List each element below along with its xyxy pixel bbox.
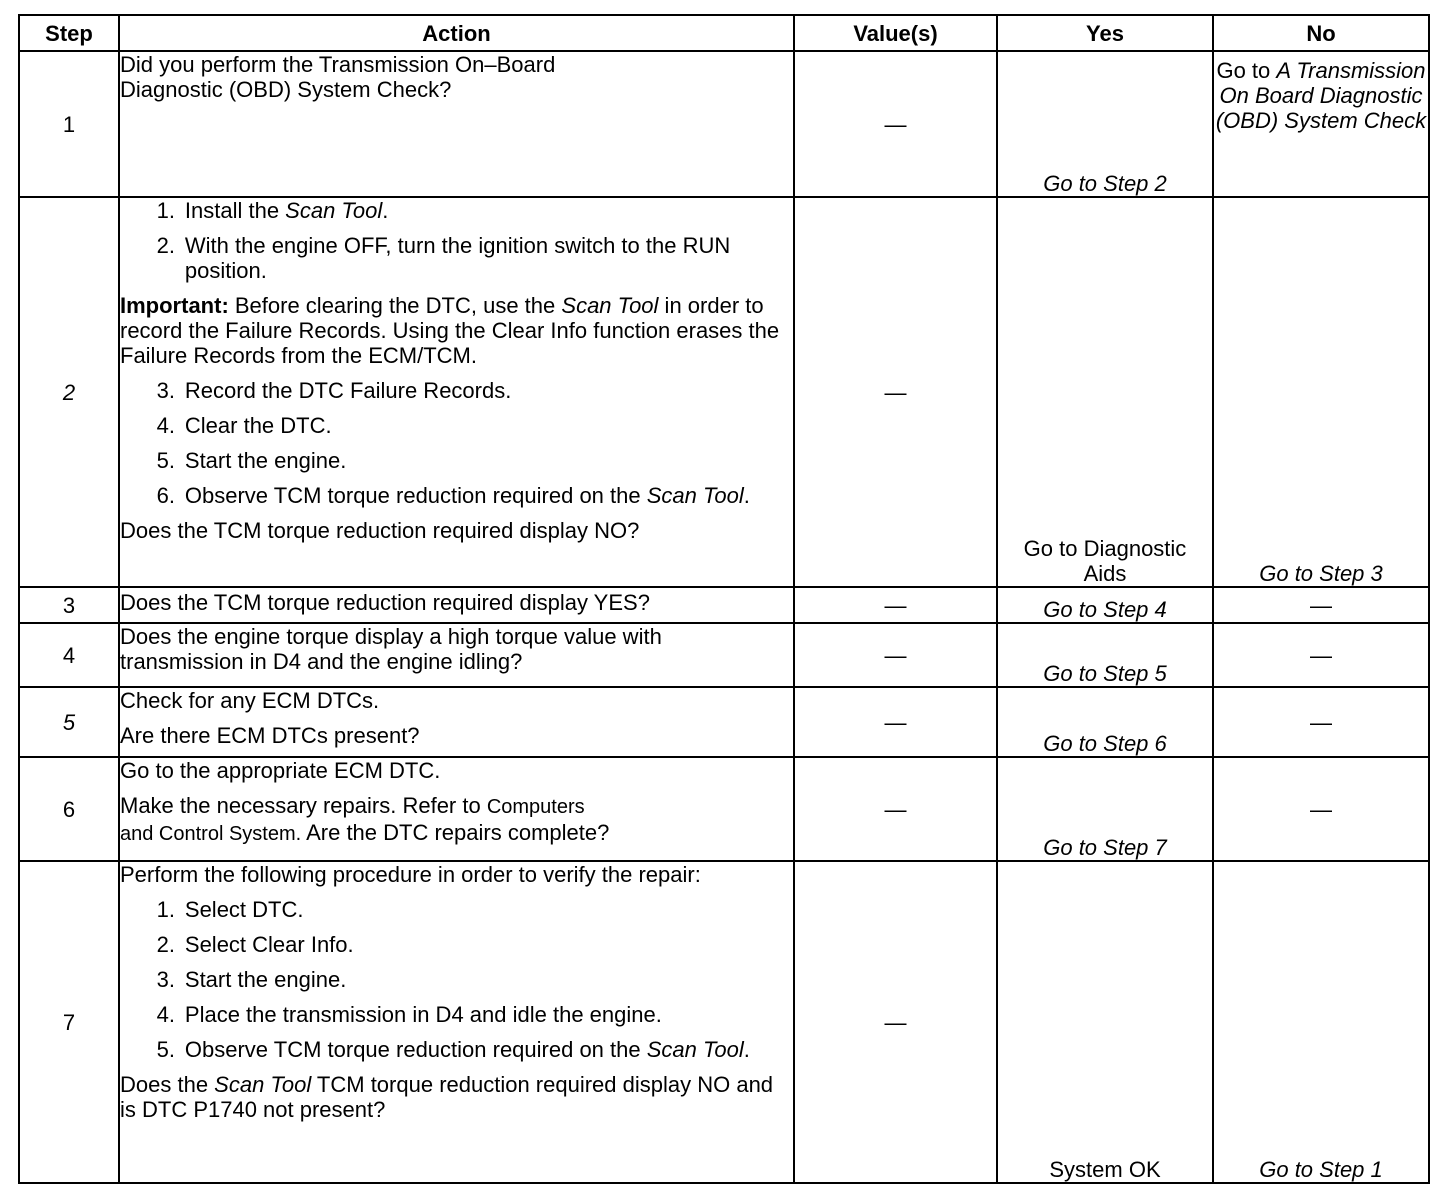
no-cell: — bbox=[1213, 757, 1429, 861]
list-item bbox=[120, 378, 793, 403]
list-number: 4. bbox=[156, 1002, 175, 1027]
table-row-step-3 bbox=[19, 587, 1429, 623]
table-row-step-7 bbox=[19, 861, 1429, 1183]
list-emphasis: Scan Tool bbox=[646, 483, 744, 508]
procedure-list bbox=[120, 897, 793, 1062]
value-cell: — bbox=[794, 197, 997, 587]
table-row-step-5 bbox=[19, 687, 1429, 757]
list-item bbox=[120, 233, 793, 283]
step-number: 6 bbox=[19, 757, 119, 861]
list-item bbox=[120, 448, 793, 473]
no-cell: Go to Step 1 bbox=[1213, 861, 1429, 1183]
list-emphasis: Scan Tool bbox=[646, 1037, 744, 1062]
no-cell: — bbox=[1213, 587, 1429, 623]
procedure-list bbox=[120, 378, 793, 508]
action-text: Perform the following procedure in order to verify the repair: bbox=[120, 862, 701, 887]
question-part: Does the bbox=[120, 1072, 215, 1097]
important-label: Important: bbox=[120, 293, 229, 318]
diagnostic-table bbox=[18, 14, 1430, 1184]
yes-cell bbox=[997, 197, 1213, 587]
list-text: With the engine OFF, turn the ignition switch to the RUN position. bbox=[184, 233, 731, 283]
list-number: 5. bbox=[156, 448, 175, 473]
question-text: Are the DTC repairs complete? bbox=[301, 820, 610, 845]
list-item bbox=[120, 413, 793, 438]
list-text: Select Clear Info. bbox=[184, 932, 354, 957]
list-text: Record the DTC Failure Records. bbox=[184, 378, 512, 403]
value-cell: — bbox=[794, 623, 997, 687]
table-row-step-4 bbox=[19, 623, 1429, 687]
value-cell: — bbox=[794, 587, 997, 623]
list-text: Start the engine. bbox=[184, 448, 347, 473]
action-text bbox=[120, 820, 793, 847]
action-text bbox=[120, 793, 793, 820]
action-cell bbox=[119, 757, 794, 861]
yes-cell: Go to Step 5 bbox=[997, 623, 1213, 687]
yes-cell: Go to Step 4 bbox=[997, 587, 1213, 623]
header-step: Step bbox=[19, 15, 119, 51]
question-text bbox=[120, 1072, 793, 1122]
value-cell: — bbox=[794, 687, 997, 757]
important-note bbox=[120, 293, 793, 368]
yes-cell: Go to Step 7 bbox=[997, 757, 1213, 861]
action-cell bbox=[119, 51, 794, 197]
action-cell bbox=[119, 623, 794, 687]
list-item bbox=[120, 198, 793, 223]
list-number: 6. bbox=[156, 483, 175, 508]
header-action: Action bbox=[119, 15, 794, 51]
action-cell bbox=[119, 861, 794, 1183]
action-text: Does the engine torque display a high torque value with transmission in D4 and the engine idling? bbox=[120, 624, 662, 674]
action-text: Check for any ECM DTCs. bbox=[120, 688, 380, 713]
note-emphasis: Scan Tool bbox=[561, 293, 659, 318]
action-text: Go to the appropriate ECM DTC. bbox=[120, 758, 441, 783]
list-text: Clear the DTC. bbox=[184, 413, 332, 438]
list-tail: . bbox=[382, 198, 389, 223]
question-text: Does the TCM torque reduction required display NO? bbox=[120, 518, 640, 543]
value-cell: — bbox=[794, 861, 997, 1183]
list-item bbox=[120, 932, 793, 957]
list-tail: . bbox=[743, 1037, 750, 1062]
step-number: 7 bbox=[19, 861, 119, 1183]
reference-link: and Control System. bbox=[120, 823, 302, 845]
list-item bbox=[120, 897, 793, 922]
list-text: Observe TCM torque reduction required on the bbox=[184, 483, 647, 508]
list-number: 3. bbox=[156, 967, 175, 992]
list-item bbox=[120, 1037, 793, 1062]
list-number: 1. bbox=[156, 198, 175, 223]
list-item bbox=[120, 1002, 793, 1027]
header-no: No bbox=[1213, 15, 1429, 51]
header-row bbox=[19, 15, 1429, 51]
no-cell: Go to Step 3 bbox=[1213, 197, 1429, 587]
reference-link: Computers bbox=[486, 796, 585, 818]
list-number: 1. bbox=[156, 897, 175, 922]
no-cell: — bbox=[1213, 687, 1429, 757]
step-number: 3 bbox=[19, 587, 119, 623]
yes-cell: System OK bbox=[997, 861, 1213, 1183]
table-row-step-1 bbox=[19, 51, 1429, 197]
yes-cell: Go to Step 6 bbox=[997, 687, 1213, 757]
list-item bbox=[120, 483, 793, 508]
list-emphasis: Scan Tool bbox=[285, 198, 383, 223]
action-cell bbox=[119, 197, 794, 587]
procedure-list bbox=[120, 198, 793, 283]
action-text-part: Make the necessary repairs. Refer to bbox=[120, 793, 487, 818]
no-cell: — bbox=[1213, 623, 1429, 687]
header-values: Value(s) bbox=[794, 15, 997, 51]
list-number: 2. bbox=[156, 233, 175, 258]
question-part: TCM torque reduction required display NO and is DTC P1740 not present? bbox=[120, 1072, 774, 1122]
question-text: Are there ECM DTCs present? bbox=[120, 723, 420, 748]
step-number: 5 bbox=[19, 687, 119, 757]
action-cell bbox=[119, 687, 794, 757]
list-text: Select DTC. bbox=[184, 897, 304, 922]
action-text: Did you perform the Transmission On–Board Diagnostic (OBD) System Check? bbox=[120, 52, 556, 102]
table-row-step-2 bbox=[19, 197, 1429, 587]
question-emphasis: Scan Tool bbox=[214, 1072, 312, 1097]
list-tail: . bbox=[743, 483, 750, 508]
list-number: 3. bbox=[156, 378, 175, 403]
step-number: 2 bbox=[19, 197, 119, 587]
list-number: 4. bbox=[156, 413, 175, 438]
list-text: Start the engine. bbox=[184, 967, 347, 992]
value-cell: — bbox=[794, 757, 997, 861]
list-text: Observe TCM torque reduction required on the bbox=[184, 1037, 647, 1062]
list-item bbox=[120, 967, 793, 992]
table-row-step-6 bbox=[19, 757, 1429, 861]
no-reference: A Transmission On Board Diagnostic (OBD) System Check bbox=[1215, 58, 1427, 133]
step-number: 1 bbox=[19, 51, 119, 197]
header-yes: Yes bbox=[997, 15, 1213, 51]
no-cell bbox=[1213, 51, 1429, 197]
step-number: 4 bbox=[19, 623, 119, 687]
action-text: Does the TCM torque reduction required display YES? bbox=[119, 587, 794, 623]
list-number: 5. bbox=[156, 1037, 175, 1062]
note-text: Before clearing the DTC, use the bbox=[228, 293, 562, 318]
value-cell: — bbox=[794, 51, 997, 197]
list-number: 2. bbox=[156, 932, 175, 957]
list-text: Install the bbox=[184, 198, 286, 223]
yes-text: Go to Diagnostic Aids bbox=[1023, 536, 1187, 586]
no-prefix: Go to bbox=[1216, 58, 1277, 83]
note-text: in order to record the Failure Records. Using the Clear Info function erases the Failure Records from the ECM/TCM. bbox=[120, 293, 780, 368]
list-text: Place the transmission in D4 and idle the engine. bbox=[184, 1002, 662, 1027]
yes-cell: Go to Step 2 bbox=[997, 51, 1213, 197]
